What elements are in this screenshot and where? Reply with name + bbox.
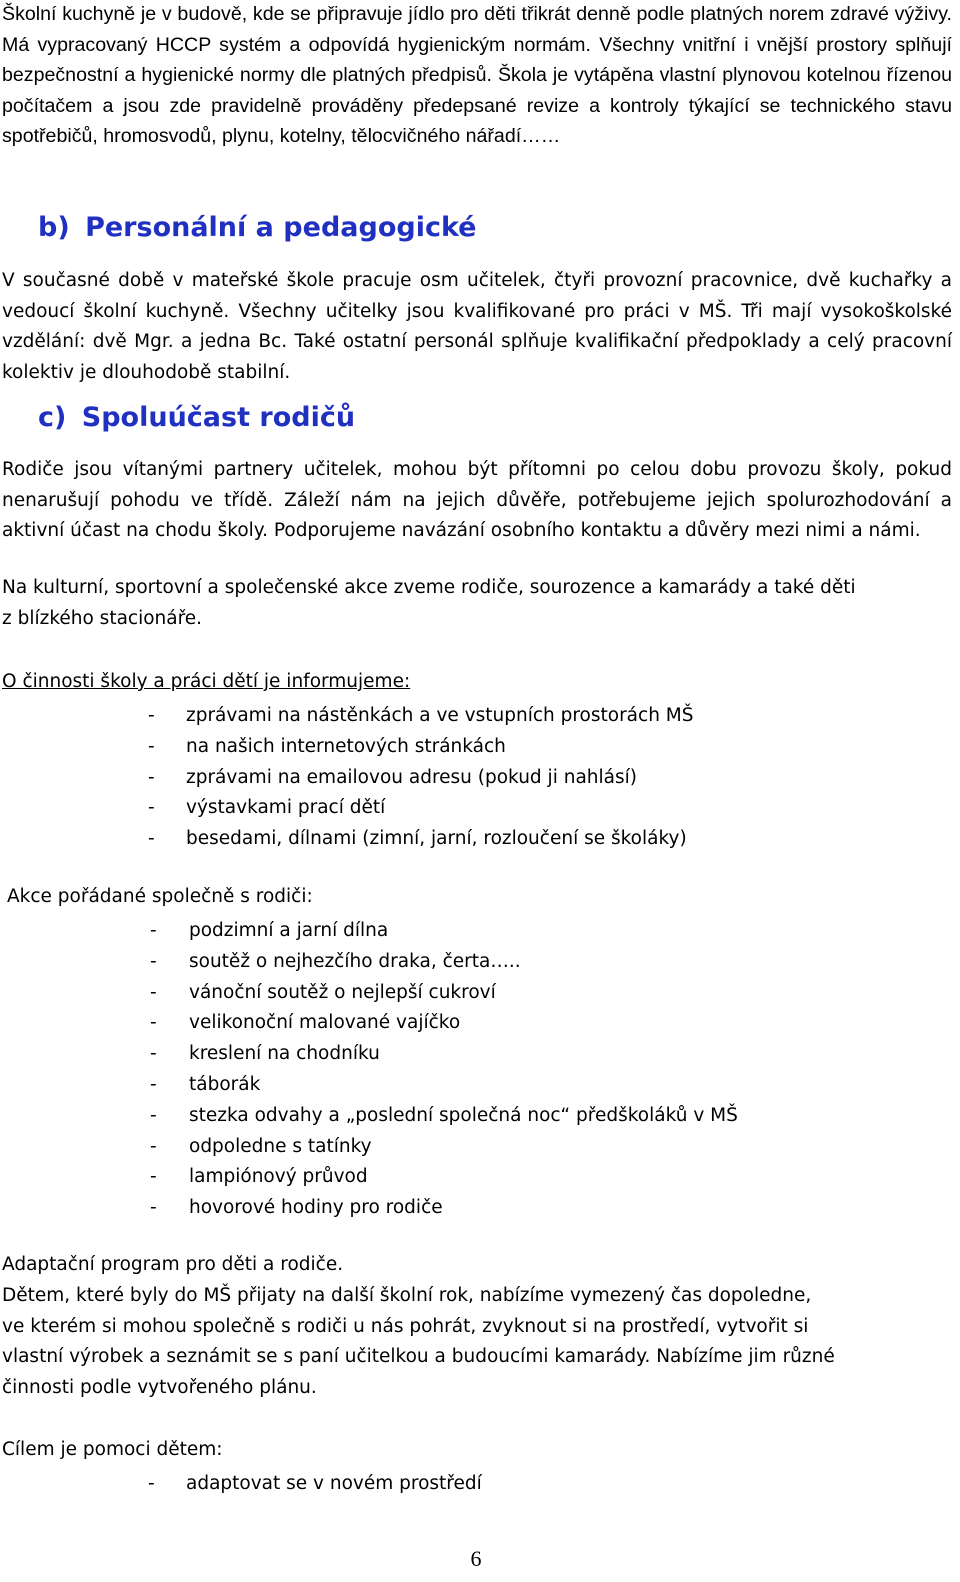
- adaptation-line-2: ve kterém si mohou společně s rodiči u nás pohrát, zvyknout si na prostředí, vytvořit si: [2, 1316, 809, 1337]
- dash-marker: -: [148, 1473, 155, 1494]
- page-number: 6: [470, 1546, 482, 1571]
- parents-events-line-2: z blízkého stacionáře.: [2, 608, 203, 629]
- dash-marker: -: [150, 1197, 157, 1219]
- parents-events-line-1: Na kulturní, sportovní a společenské akce zveme rodiče, sourozence a kamarády a také děti: [2, 577, 856, 598]
- adaptation-line-3: vlastní výrobek a seznámit se s paní učitelkou a budoucími kamarády. Nabízíme jim různé: [2, 1346, 835, 1367]
- dash-marker: -: [150, 1104, 157, 1126]
- heading-personnel: [38, 212, 477, 243]
- inform-heading: O činnosti školy a práci dětí je informujeme:: [2, 671, 411, 692]
- goal-heading: Cílem je pomoci dětem:: [2, 1439, 223, 1460]
- adaptation-heading: Adaptační program pro děti a rodiče.: [2, 1254, 344, 1275]
- dash-marker: -: [150, 950, 157, 972]
- document-page: Školní kuchyně je v budově, kde se připravuje jídlo pro děti třikrát denně podle platných norem zdravé výživy. Má vypracovaný HCCP systém a odpovídá hygienickým normám. Všechny vnitřní i vnější prostory splňují bezpečnostní a hygienické normy dle platných předpisů. Škola je vytápěna vlastní plynovou kotelnou řízenou počítačem a jsou zde pravidelně prováděny předepsané revize a kontroly týkající se technického stavu spotřebičů, hromosvodů, plynu, kotelny, tělocvičného nářadí…… b) Personální a pedagogické V současné době v mateřské škole pracuje osm učitelek, čtyři provozní pracovnice, dvě kuchařky a vedoucí školní kuchyně. Všechny učitelky jsou kvalifikované pro práci v MŠ. Tři mají vysokoškolské vzdělání: dvě Mgr. a jedna Bc. Také ostatní personál splňuje kvalifikační předpoklady a celý pracovní kolektiv je dlouhodobě stabilní. c) Spoluúčast rodičů Rodiče jsou vítanými partnery učitelek, mohou být přítomni po celou dobu provozu školy, pokud nenarušují pohodu ve třídě. Záleží nám na jejich důvěře, potřebujeme jejich spolurozhodování a aktivní účast na chodu školy. Podporujeme navázání osobního kontaktu a důvěry mezi nimi a námi. Na kulturní, sportovní a společenské akce zveme rodiče, sourozence a kamarády a také děti z blízkého stacionáře. O činnosti školy a práci dětí je informujeme: - zprávami na nástěnkách a ve vstupních prostorách MŠ - na našich internetových stránkách - zprávami na emailovou adresu (pokud ji nahlásí) - výstavkami prací dětí - besedami, dílnami (zimní, jarní, rozloučení se školáky) Akce pořádané společně s rodiči: - podzimní a jarní dílna - soutěž o nejhezčího draka, čerta….. - vánoční soutěž o nejlepší cukroví - velikonoční malované vajíčko - kreslení na chodníku - táborák - stezka odvahy a „poslední společná noc“ předškoláků v MŠ - odpoledne s tatínky - lampiónový průvod - hovorové hodiny pro rodiče Adaptační program pro děti a rodiče. Dětem, které byly do MŠ přijaty na další školní rok, nabízíme vymezený čas dopoledne, ve kterém si mohou společně s rodiči u nás pohrát, zvyknout si na prostředí, vytvořit si vlastní výrobek a seznámit se s paní učitelkou a budoucími kamarády. Nabízíme jim různé činnosti podle vytvořeného plánu. Cílem je pomoci dětem: - adaptovat se v novém prostředí 6: [0, 0, 960, 1582]
- adaptation-line-1: Dětem, které byly do MŠ přijaty na další školní rok, nabízíme vymezený čas dopoledne,: [2, 1285, 812, 1306]
- dash-marker: -: [150, 1012, 157, 1034]
- dash-marker: -: [148, 705, 155, 726]
- adaptation-line-4: činnosti podle vytvořeného plánu.: [2, 1377, 317, 1398]
- dash-marker: -: [148, 766, 155, 788]
- heading-parents: [38, 402, 355, 433]
- events-heading: Akce pořádané společně s rodiči:: [7, 886, 313, 907]
- dash-marker: -: [148, 797, 155, 819]
- dash-marker: -: [148, 735, 155, 757]
- parents-paragraph: Rodiče jsou vítanými partnery učitelek, mohou být přítomni po celou dobu provozu školy, pokud nenarušují pohodu ve třídě. Záleží nám na jejich důvěře, potřebujeme jejich spolurozhodování a aktivní účast na chodu školy. Podporujeme navázání osobního kontaktu a důvěry mezi nimi a námi.: [2, 459, 952, 542]
- heading-parents-label: c): [38, 402, 67, 433]
- heading-personnel-title: Personální a pedagogické: [85, 212, 477, 243]
- dash-marker: -: [150, 920, 157, 941]
- dash-marker: -: [150, 1166, 157, 1188]
- dash-marker: -: [150, 1135, 157, 1157]
- intro-paragraph: Školní kuchyně je v budově, kde se připravuje jídlo pro děti třikrát denně podle platných norem zdravé výživy. Má vypracovaný HCCP systém a odpovídá hygienickým normám. Všechny vnitřní i vnější prostory splňují bezpečnostní a hygienické normy dle platných předpisů. Škola je vytápěna vlastní plynovou kotelnou řízenou počítačem a jsou zde pravidelně prováděny předepsané revize a kontroly týkající se technického stavu spotřebičů, hromosvodů, plynu, kotelny, tělocvičného nářadí……: [2, 3, 952, 148]
- dash-marker: -: [150, 1043, 157, 1065]
- dash-marker: -: [148, 828, 155, 850]
- personnel-paragraph: V současné době v mateřské škole pracuje osm učitelek, čtyři provozní pracovnice, dvě kuchařky a vedoucí školní kuchyně. Všechny učitelky jsou kvalifikované pro práci v MŠ. Tři mají vysokoškolské vzdělání: dvě Mgr. a jedna Bc. Také ostatní personál splňuje kvalifikační předpoklady a celý pracovní kolektiv je dlouhodobě stabilní.: [2, 270, 952, 384]
- heading-parents-title: Spoluúčast rodičů: [81, 402, 356, 433]
- dash-marker: -: [150, 981, 157, 1003]
- heading-personnel-label: b): [38, 212, 70, 243]
- dash-marker: -: [150, 1073, 157, 1095]
